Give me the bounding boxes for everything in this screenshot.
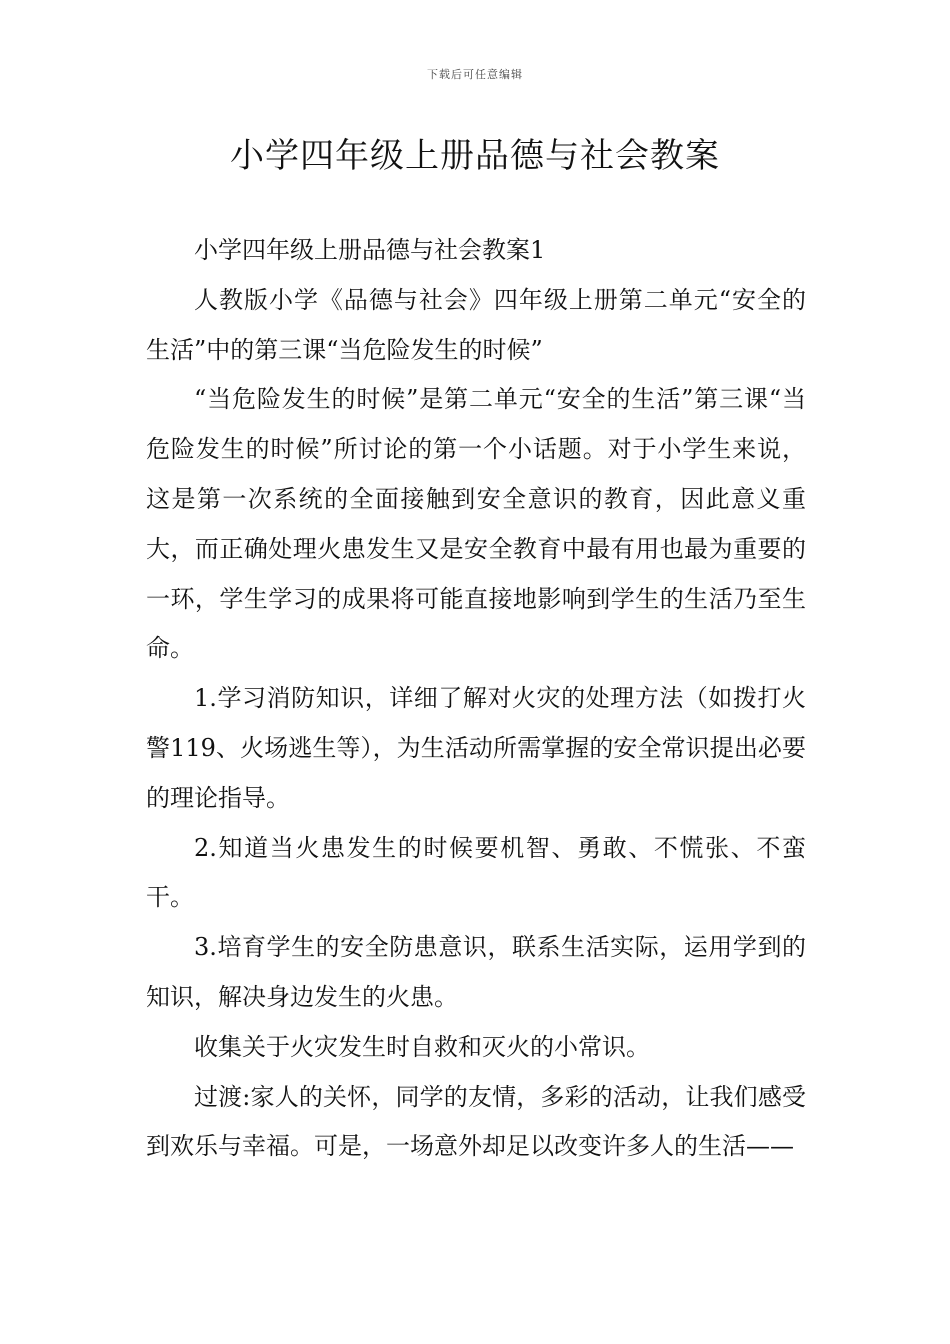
header-note: 下载后可任意编辑 — [427, 68, 523, 81]
paragraph-goal-2: 2.知道当火患发生的时候要机智、勇敢、不慌张、不蛮干。 — [146, 833, 806, 912]
paragraph-goal-1: 1.学习消防知识，详细了解对火灾的处理方法（如拨打火警119、火场逃生等），为生活动所需掌握的安全常识提出必要的理论指导。 — [146, 684, 806, 812]
paragraph-transition: 过渡:家人的关怀，同学的友情，多彩的活动，让我们感受到欢乐与幸福。可是，一场意外却足以改变许多人的生活—— — [146, 1082, 806, 1161]
paragraph-subtitle: 小学四年级上册品德与社会教案1 — [194, 236, 546, 264]
paragraph-goal-3: 3.培育学生的安全防患意识，联系生活实际，运用学到的知识，解决身边发生的火患。 — [146, 933, 806, 1011]
document-title: 小学四年级上册品德与社会教案 — [230, 136, 720, 176]
document-body — [146, 226, 806, 1172]
paragraph-source: 人教版小学《品德与社会》四年级上册第二单元“安全的生活”中的第三课“当危险发生的时候” — [146, 285, 806, 364]
paragraph-analysis: “当危险发生的时候”是第二单元“安全的生活”第三课“当危险发生的时候”所讨论的第一个小话题。对于小学生来说，这是第一次系统的全面接触到安全意识的教育，因此意义重大，而正确处理火患发生又是安全教育中最有用也最为重要的一环，学生学习的成果将可能直接地影响到学生的生活乃至生命。 — [146, 385, 806, 663]
paragraph-preparation: 收集关于火灾发生时自救和灭火的小常识。 — [194, 1032, 650, 1061]
